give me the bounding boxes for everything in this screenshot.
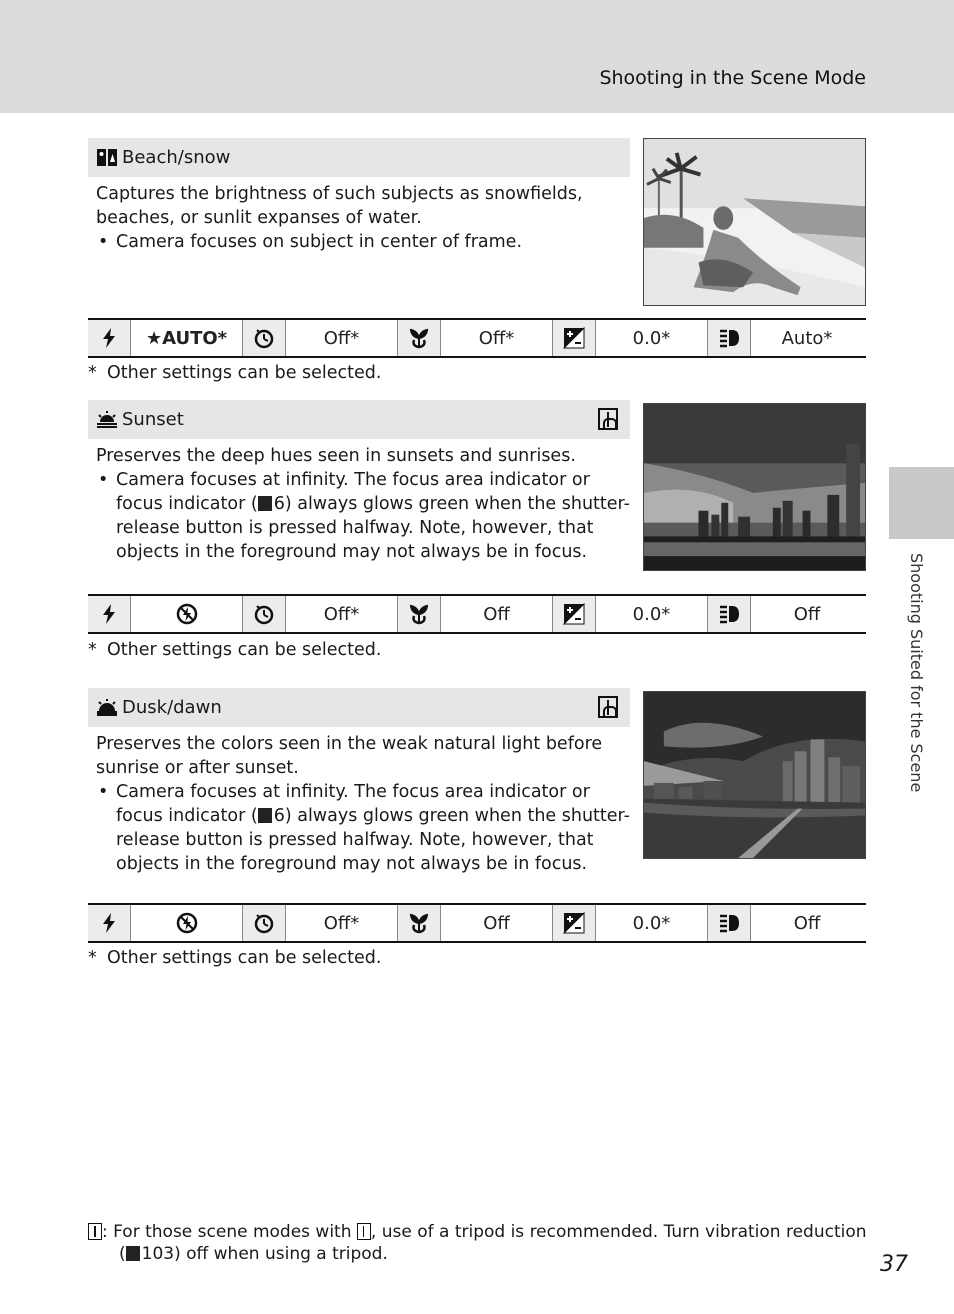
settings-row-sunset: [88, 594, 866, 634]
vibration-reduction-icon: [708, 596, 751, 632]
exposure-compensation-icon: [553, 596, 596, 632]
scene-header-beach-snow: [88, 138, 630, 177]
page-number: 37: [880, 1252, 908, 1277]
header-band: [0, 0, 954, 113]
tripod-icon: [357, 1223, 371, 1240]
self-timer-value: Off*: [286, 905, 398, 941]
bullet-item: • Camera focuses at infinity. The focus area indicator or focus indicator ( 6) always glows green when the shutter-release button is pressed halfway. Note, however, that objects in the foreground may not always be in focus.: [96, 468, 630, 564]
flash-value: ★AUTO*: [131, 320, 243, 356]
description-text: Preserves the deep hues seen in sunsets and sunrises.: [96, 446, 576, 466]
vibration-reduction-icon: [708, 905, 751, 941]
vibration-reduction-icon: [708, 320, 751, 356]
bullet-item: • Camera focuses at infinity. The focus area indicator or focus indicator ( 6) always glows green when the shutter-release button is pressed halfway. Note, however, that objects in the foreground may not always be in focus.: [96, 780, 630, 876]
exposure-value: 0.0*: [596, 320, 708, 356]
tripod-icon: [598, 696, 618, 718]
vr-value: Off: [793, 912, 821, 934]
section-tab: [889, 467, 954, 539]
sunset-icon: [96, 410, 118, 429]
scene-header-sunset: [88, 400, 630, 439]
scene-name: Beach/snow: [122, 147, 231, 168]
sunset-photo: [643, 403, 866, 571]
self-timer-value: Off*: [286, 596, 398, 632]
beach-photo: [643, 138, 866, 306]
flash-mode-icon: [88, 905, 131, 941]
exposure-value: 0.0*: [596, 596, 708, 632]
tripod-icon: [88, 1223, 102, 1240]
scene-header-dusk-dawn: [88, 688, 630, 727]
bullet-item: • Camera focuses on subject in center of frame.: [96, 230, 630, 254]
scene-description-beach-snow: [96, 182, 630, 254]
footnote-beach-snow: * Other settings can be selected.: [88, 363, 382, 383]
macro-value: Off: [441, 596, 553, 632]
reference-icon: [258, 496, 272, 511]
macro-icon: [398, 320, 441, 356]
footnote-dusk-dawn: * Other settings can be selected.: [88, 948, 382, 968]
exposure-compensation-icon: [553, 320, 596, 356]
self-timer-icon: [243, 320, 286, 356]
flash-mode-icon: [88, 596, 131, 632]
self-timer-value: Off*: [286, 320, 398, 356]
footnote-sunset: * Other settings can be selected.: [88, 640, 382, 660]
tripod-note: : For those scene modes with , use of a tripod is recommended. Turn vibration reduction ( 103) off when using a tripod.: [88, 1221, 868, 1265]
dusk-photo: [643, 691, 866, 859]
page-header-title: Shooting in the Scene Mode: [599, 67, 866, 89]
flash-off-icon: [131, 905, 243, 941]
exposure-compensation-icon: [553, 905, 596, 941]
beach-snow-icon: [96, 148, 118, 167]
flash-off-icon: [131, 596, 243, 632]
dusk-dawn-icon: [96, 698, 118, 717]
flash-mode-icon: [88, 320, 131, 356]
self-timer-icon: [243, 905, 286, 941]
settings-row-dusk-dawn: [88, 903, 866, 943]
self-timer-icon: [243, 596, 286, 632]
scene-description-dusk-dawn: [96, 732, 630, 876]
macro-value: Off*: [441, 320, 553, 356]
section-tab-label: Shooting Suited for the Scene: [907, 553, 926, 793]
description-text: Preserves the colors seen in the weak natural light before sunrise or after sunset.: [96, 734, 603, 778]
macro-icon: [398, 596, 441, 632]
scene-name: Dusk/dawn: [122, 697, 222, 718]
settings-row-beach-snow: [88, 318, 866, 358]
description-text: Captures the brightness of such subjects as snowfields, beaches, or sunlit expanses of water.: [96, 184, 583, 228]
macro-value: Off: [441, 905, 553, 941]
macro-icon: [398, 905, 441, 941]
scene-name: Sunset: [122, 409, 184, 430]
vr-value: Off: [793, 603, 821, 625]
reference-icon: [126, 1246, 140, 1261]
exposure-value: 0.0*: [596, 905, 708, 941]
tripod-icon: [598, 408, 618, 430]
vr-value: Auto*: [781, 327, 833, 349]
reference-icon: [258, 808, 272, 823]
scene-description-sunset: [96, 444, 630, 564]
